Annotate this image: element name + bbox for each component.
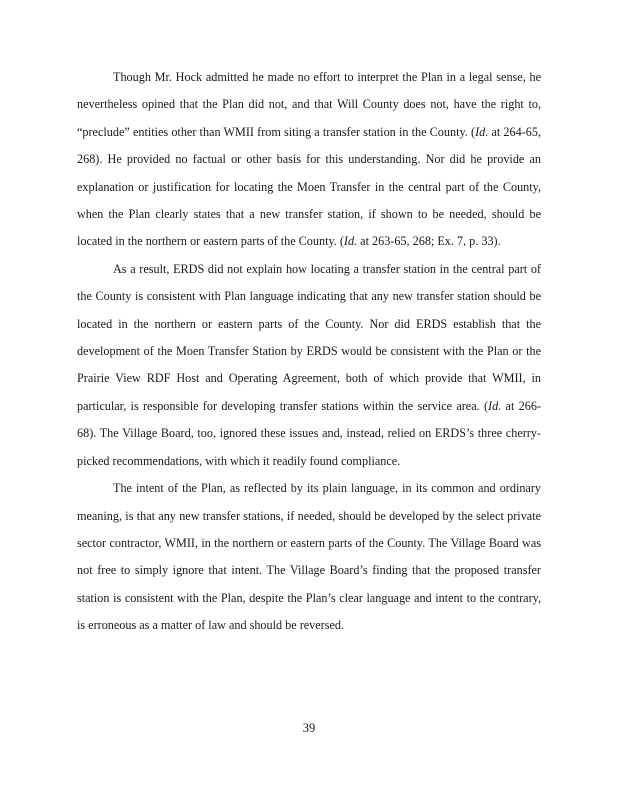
document-body: [77, 64, 541, 640]
paragraph-3: [77, 475, 541, 639]
paragraph-2: [77, 256, 541, 475]
paragraph-2-text: As a result, ERDS did not explain how locating a transfer station in the central part of the County is consistent with Plan language indicating that any new transfer station should be located in the northern or eastern parts of the County. Nor did ERDS establish that the development of the Moen Transfer Station by ERDS would be consistent with the Plan or the Prairie View RDF Host and Operating Agreement, both of which provide that WMII, in particular, is responsible for developing transfer stations within the service area. (: [77, 261, 541, 413]
paragraph-3-text: The intent of the Plan, as reflected by its plain language, in its common and ordinary meaning, is that any new transfer stations, if needed, should be developed by the select private sector contractor, WMII, in the northern or eastern parts of the County. The Village Board was not free to simply ignore that intent. The Village Board’s finding that the proposed transfer station is consistent with the Plan, despite the Plan’s clear language and intent to the contrary, is erroneous as a matter of law and should be reversed.: [77, 481, 541, 633]
paragraph-2-text: at 266-68). The Village Board, too, ignored these issues and, instead, relied on ERDS’s three cherry-picked recommendations, with which it readily found compliance.: [77, 398, 542, 468]
citation-id: Id.: [488, 398, 502, 413]
paragraph-1: [77, 64, 541, 256]
citation-id: Id.: [475, 124, 489, 139]
paragraph-1-text: at 263-65, 268; Ex. 7, p. 33).: [357, 234, 501, 249]
paragraph-1-text: Though Mr. Hock admitted he made no effort to interpret the Plan in a legal sense, he nevertheless opined that the Plan did not, and that Will County does not, have the right to, “preclude” entities other than WMII from siting a transfer station in the County. (: [77, 70, 541, 139]
paragraph-1-text: at 264-65, 268). He provided no factual or other basis for this understanding. Nor did he provide an explanation or justification for locating the Moen Transfer in the central part of the County, when the Plan clearly states that a new transfer station, if shown to be needed, should be located in the northern or eastern parts of the County. (: [77, 124, 541, 249]
page-number: 39: [302, 721, 316, 735]
citation-id: Id.: [343, 234, 358, 249]
